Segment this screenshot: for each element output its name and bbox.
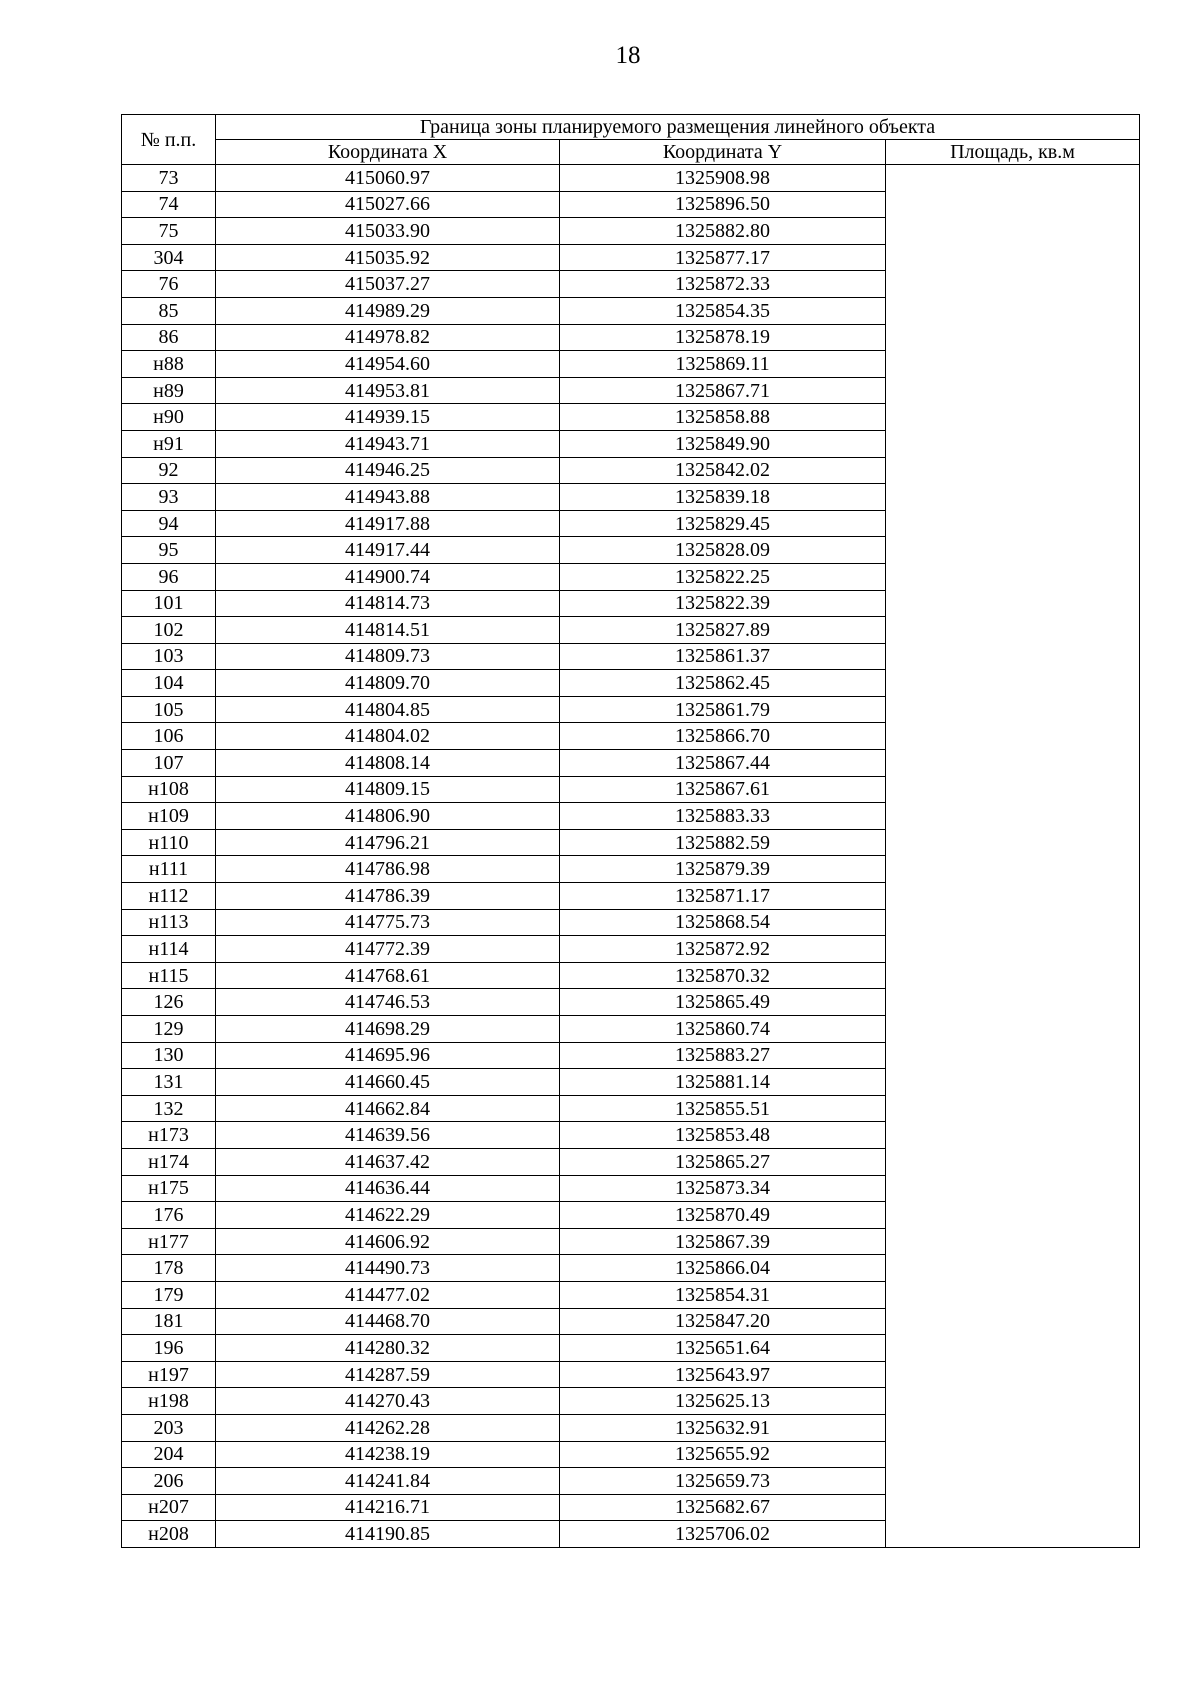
page-number: 18 xyxy=(615,42,641,69)
point-number-cell: 76 xyxy=(122,271,216,298)
coord-x-cell: 414662.84 xyxy=(216,1095,560,1122)
point-number-cell: 75 xyxy=(122,218,216,245)
coord-x-cell: 414917.88 xyxy=(216,510,560,537)
coord-x-cell: 414746.53 xyxy=(216,989,560,1016)
coord-x-cell: 414806.90 xyxy=(216,803,560,830)
point-number-cell: 86 xyxy=(122,324,216,351)
coord-x-cell: 414695.96 xyxy=(216,1042,560,1069)
point-number-cell: 95 xyxy=(122,537,216,564)
coord-x-cell: 414190.85 xyxy=(216,1521,560,1548)
coord-x-cell: 414698.29 xyxy=(216,1016,560,1043)
coord-y-cell: 1325896.50 xyxy=(560,191,886,218)
coord-y-cell: 1325878.19 xyxy=(560,324,886,351)
coord-y-cell: 1325706.02 xyxy=(560,1521,886,1548)
coord-y-cell: 1325828.09 xyxy=(560,537,886,564)
coord-x-cell: 414468.70 xyxy=(216,1308,560,1335)
coord-y-cell: 1325882.59 xyxy=(560,829,886,856)
coord-x-cell: 414280.32 xyxy=(216,1335,560,1362)
coord-y-cell: 1325871.17 xyxy=(560,883,886,910)
point-number-cell: н177 xyxy=(122,1228,216,1255)
coord-y-cell: 1325860.74 xyxy=(560,1016,886,1043)
coord-x-cell: 414637.42 xyxy=(216,1148,560,1175)
coord-y-cell: 1325849.90 xyxy=(560,430,886,457)
coord-y-cell: 1325872.92 xyxy=(560,936,886,963)
coord-y-cell: 1325659.73 xyxy=(560,1468,886,1495)
point-number-cell: 196 xyxy=(122,1335,216,1362)
coord-y-cell: 1325854.31 xyxy=(560,1281,886,1308)
point-number-cell: н90 xyxy=(122,404,216,431)
coord-x-cell: 415060.97 xyxy=(216,165,560,192)
coord-x-cell: 414639.56 xyxy=(216,1122,560,1149)
point-number-cell: 132 xyxy=(122,1095,216,1122)
point-number-cell: н111 xyxy=(122,856,216,883)
point-number-cell: н88 xyxy=(122,351,216,378)
coord-x-cell: 414900.74 xyxy=(216,563,560,590)
point-number-cell: 103 xyxy=(122,643,216,670)
coord-x-cell: 415035.92 xyxy=(216,244,560,271)
coord-y-cell: 1325881.14 xyxy=(560,1069,886,1096)
coord-x-cell: 414814.73 xyxy=(216,590,560,617)
coord-x-cell: 414216.71 xyxy=(216,1494,560,1521)
coord-y-cell: 1325867.71 xyxy=(560,377,886,404)
point-number-cell: 101 xyxy=(122,590,216,617)
coord-x-cell: 414814.51 xyxy=(216,617,560,644)
point-number-cell: 102 xyxy=(122,617,216,644)
coord-y-cell: 1325842.02 xyxy=(560,457,886,484)
point-number-cell: 104 xyxy=(122,670,216,697)
coord-y-cell: 1325854.35 xyxy=(560,297,886,324)
coord-y-cell: 1325829.45 xyxy=(560,510,886,537)
coord-y-cell: 1325879.39 xyxy=(560,856,886,883)
coord-x-cell: 414786.98 xyxy=(216,856,560,883)
header-y: Координата Y xyxy=(560,140,886,165)
coord-x-cell: 414953.81 xyxy=(216,377,560,404)
coord-x-cell: 414943.71 xyxy=(216,430,560,457)
coord-y-cell: 1325883.27 xyxy=(560,1042,886,1069)
point-number-cell: н109 xyxy=(122,803,216,830)
point-number-cell: н174 xyxy=(122,1148,216,1175)
point-number-cell: н173 xyxy=(122,1122,216,1149)
point-number-cell: н175 xyxy=(122,1175,216,1202)
point-number-cell: н108 xyxy=(122,776,216,803)
coord-y-cell: 1325865.27 xyxy=(560,1148,886,1175)
coord-x-cell: 414978.82 xyxy=(216,324,560,351)
coord-x-cell: 414809.15 xyxy=(216,776,560,803)
point-number-cell: 304 xyxy=(122,244,216,271)
point-number-cell: 130 xyxy=(122,1042,216,1069)
header-x: Координата X xyxy=(216,140,560,165)
point-number-cell: 131 xyxy=(122,1069,216,1096)
coord-y-cell: 1325855.51 xyxy=(560,1095,886,1122)
point-number-cell: н91 xyxy=(122,430,216,457)
coord-x-cell: 414808.14 xyxy=(216,750,560,777)
coord-y-cell: 1325868.54 xyxy=(560,909,886,936)
point-number-cell: 93 xyxy=(122,484,216,511)
coord-y-cell: 1325866.04 xyxy=(560,1255,886,1282)
coord-y-cell: 1325861.79 xyxy=(560,696,886,723)
coord-x-cell: 414772.39 xyxy=(216,936,560,963)
point-number-cell: н115 xyxy=(122,962,216,989)
point-number-cell: н89 xyxy=(122,377,216,404)
point-number-cell: 181 xyxy=(122,1308,216,1335)
header-area: Площадь, кв.м xyxy=(886,140,1140,165)
header-group: Граница зоны планируемого размещения линейного объекта xyxy=(216,115,1140,140)
point-number-cell: 73 xyxy=(122,165,216,192)
point-number-cell: н207 xyxy=(122,1494,216,1521)
coord-x-cell: 414917.44 xyxy=(216,537,560,564)
coord-x-cell: 414270.43 xyxy=(216,1388,560,1415)
coord-y-cell: 1325869.11 xyxy=(560,351,886,378)
coord-x-cell: 414287.59 xyxy=(216,1361,560,1388)
coord-x-cell: 414660.45 xyxy=(216,1069,560,1096)
point-number-cell: н110 xyxy=(122,829,216,856)
coord-x-cell: 414804.02 xyxy=(216,723,560,750)
coord-x-cell: 414954.60 xyxy=(216,351,560,378)
coord-y-cell: 1325847.20 xyxy=(560,1308,886,1335)
point-number-cell: 94 xyxy=(122,510,216,537)
coord-x-cell: 414939.15 xyxy=(216,404,560,431)
point-number-cell: 74 xyxy=(122,191,216,218)
coord-y-cell: 1325870.49 xyxy=(560,1202,886,1229)
coord-x-cell: 414809.73 xyxy=(216,643,560,670)
coord-y-cell: 1325877.17 xyxy=(560,244,886,271)
coord-x-cell: 414636.44 xyxy=(216,1175,560,1202)
coord-x-cell: 414989.29 xyxy=(216,297,560,324)
coord-y-cell: 1325651.64 xyxy=(560,1335,886,1362)
coord-y-cell: 1325870.32 xyxy=(560,962,886,989)
point-number-cell: 96 xyxy=(122,563,216,590)
coord-y-cell: 1325682.67 xyxy=(560,1494,886,1521)
coord-y-cell: 1325873.34 xyxy=(560,1175,886,1202)
coord-y-cell: 1325858.88 xyxy=(560,404,886,431)
coord-x-cell: 414809.70 xyxy=(216,670,560,697)
point-number-cell: 176 xyxy=(122,1202,216,1229)
table-row xyxy=(122,165,1140,192)
coord-x-cell: 414786.39 xyxy=(216,883,560,910)
coord-y-cell: 1325822.39 xyxy=(560,590,886,617)
coord-y-cell: 1325867.44 xyxy=(560,750,886,777)
coord-y-cell: 1325872.33 xyxy=(560,271,886,298)
point-number-cell: н197 xyxy=(122,1361,216,1388)
coord-y-cell: 1325908.98 xyxy=(560,165,886,192)
coord-x-cell: 414943.88 xyxy=(216,484,560,511)
coord-x-cell: 414622.29 xyxy=(216,1202,560,1229)
point-number-cell: 179 xyxy=(122,1281,216,1308)
table-header xyxy=(122,115,1140,165)
coord-y-cell: 1325643.97 xyxy=(560,1361,886,1388)
table-body xyxy=(122,165,1140,1548)
coord-y-cell: 1325625.13 xyxy=(560,1388,886,1415)
point-number-cell: 92 xyxy=(122,457,216,484)
coord-x-cell: 414775.73 xyxy=(216,909,560,936)
coord-y-cell: 1325861.37 xyxy=(560,643,886,670)
point-number-cell: 203 xyxy=(122,1414,216,1441)
coord-x-cell: 415037.27 xyxy=(216,271,560,298)
coordinates-table xyxy=(121,114,1140,1548)
coord-x-cell: 414796.21 xyxy=(216,829,560,856)
coord-y-cell: 1325867.39 xyxy=(560,1228,886,1255)
point-number-cell: 107 xyxy=(122,750,216,777)
coord-y-cell: 1325882.80 xyxy=(560,218,886,245)
coord-x-cell: 414804.85 xyxy=(216,696,560,723)
point-number-cell: н112 xyxy=(122,883,216,910)
point-number-cell: 204 xyxy=(122,1441,216,1468)
point-number-cell: 129 xyxy=(122,1016,216,1043)
coord-y-cell: 1325883.33 xyxy=(560,803,886,830)
coord-x-cell: 414768.61 xyxy=(216,962,560,989)
coord-y-cell: 1325655.92 xyxy=(560,1441,886,1468)
point-number-cell: 106 xyxy=(122,723,216,750)
coord-x-cell: 414490.73 xyxy=(216,1255,560,1282)
coord-x-cell: 415027.66 xyxy=(216,191,560,218)
point-number-cell: н113 xyxy=(122,909,216,936)
point-number-cell: 105 xyxy=(122,696,216,723)
point-number-cell: н208 xyxy=(122,1521,216,1548)
point-number-cell: 206 xyxy=(122,1468,216,1495)
point-number-cell: н198 xyxy=(122,1388,216,1415)
coord-y-cell: 1325632.91 xyxy=(560,1414,886,1441)
coord-x-cell: 414241.84 xyxy=(216,1468,560,1495)
point-number-cell: 126 xyxy=(122,989,216,1016)
coord-y-cell: 1325853.48 xyxy=(560,1122,886,1149)
area-cell xyxy=(886,165,1140,1548)
coord-y-cell: 1325822.25 xyxy=(560,563,886,590)
point-number-cell: 85 xyxy=(122,297,216,324)
coord-y-cell: 1325839.18 xyxy=(560,484,886,511)
point-number-cell: 178 xyxy=(122,1255,216,1282)
coord-x-cell: 414946.25 xyxy=(216,457,560,484)
point-number-cell: н114 xyxy=(122,936,216,963)
coord-x-cell: 415033.90 xyxy=(216,218,560,245)
coord-y-cell: 1325866.70 xyxy=(560,723,886,750)
coord-x-cell: 414606.92 xyxy=(216,1228,560,1255)
coord-y-cell: 1325827.89 xyxy=(560,617,886,644)
header-num: № п.п. xyxy=(122,115,216,165)
coord-x-cell: 414238.19 xyxy=(216,1441,560,1468)
coord-y-cell: 1325865.49 xyxy=(560,989,886,1016)
coord-y-cell: 1325862.45 xyxy=(560,670,886,697)
coord-x-cell: 414262.28 xyxy=(216,1414,560,1441)
coord-x-cell: 414477.02 xyxy=(216,1281,560,1308)
coord-y-cell: 1325867.61 xyxy=(560,776,886,803)
